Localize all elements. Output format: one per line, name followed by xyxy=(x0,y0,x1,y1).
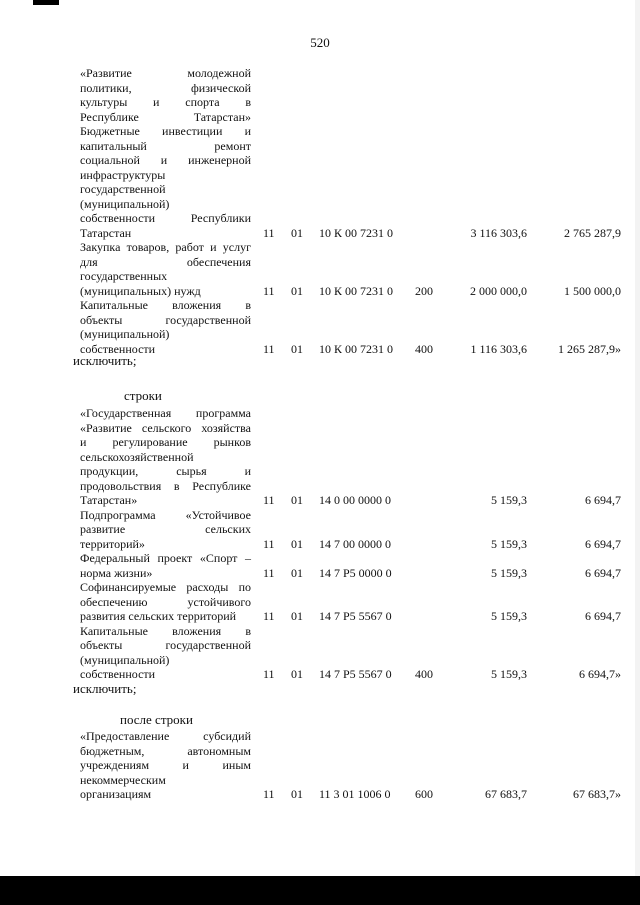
scan-mark-top xyxy=(33,0,59,5)
row-description xyxy=(80,580,251,624)
description-line: капитальный ремонт xyxy=(80,138,251,153)
row-description xyxy=(80,508,251,552)
description-line: собственности Республики xyxy=(80,211,251,225)
description-line: собственности xyxy=(80,341,156,356)
row-description xyxy=(80,729,251,802)
target-article-code: 14 0 00 0000 0 xyxy=(319,493,391,507)
amount-year-1: 5 159,3 xyxy=(491,667,527,681)
amount-year-2: 2 765 287,9 xyxy=(564,225,621,240)
description-line: продукции, сырья и xyxy=(80,464,251,478)
subsection-code: 01 xyxy=(291,536,303,551)
table-row xyxy=(0,406,640,508)
target-article-code: 14 7 Р5 5567 0 xyxy=(319,667,392,681)
instruction-exclude: исключить; xyxy=(73,353,137,368)
description-line: Подпрограмма «Устойчивое xyxy=(80,507,251,522)
row-description xyxy=(80,624,251,682)
description-line: объекты государственной xyxy=(80,312,251,327)
instruction-after-row: после строки xyxy=(120,712,193,727)
table-row xyxy=(0,729,640,802)
section-code: 11 xyxy=(263,565,275,580)
description-line: (муниципальной) xyxy=(80,327,170,341)
row-description xyxy=(80,66,251,240)
description-line: «Развитие сельского хозяйства xyxy=(80,420,251,435)
amount-year-2: 1 265 287,9» xyxy=(558,341,621,356)
description-line: для обеспечения xyxy=(80,254,251,269)
amount-year-1: 5 159,3 xyxy=(491,609,527,623)
target-article-code: 11 3 01 1006 0 xyxy=(319,787,391,801)
instruction-exclude: исключить; xyxy=(73,681,137,696)
subsection-code: 01 xyxy=(291,667,303,681)
description-line: продовольствия в Республике xyxy=(80,478,251,493)
description-line: некоммерческим xyxy=(80,772,166,787)
section-code: 11 xyxy=(263,341,275,356)
description-line: обеспечению устойчивого xyxy=(80,594,251,609)
description-line: сельскохозяйственной xyxy=(80,449,194,464)
description-line: «Государственная программа xyxy=(80,406,251,420)
amount-year-1: 2 000 000,0 xyxy=(470,283,527,298)
table-row xyxy=(0,551,640,580)
amount-year-2: 6 694,7 xyxy=(585,536,621,551)
subsection-code: 01 xyxy=(291,493,303,507)
amount-year-1: 5 159,3 xyxy=(491,536,527,551)
row-description xyxy=(80,240,251,298)
subsection-code: 01 xyxy=(291,609,303,623)
table-row xyxy=(0,240,640,298)
description-line: (муниципальной) xyxy=(80,652,170,667)
amount-year-2: 6 694,7 xyxy=(585,609,621,623)
table-row xyxy=(0,508,640,552)
description-line: инфраструктуры xyxy=(80,167,166,182)
row-description xyxy=(80,406,251,508)
description-line: развитие сельских xyxy=(80,522,251,536)
description-line: учреждениям и иным xyxy=(80,758,251,772)
description-line: Татарстан» xyxy=(80,493,138,507)
description-line: Татарстан xyxy=(80,225,132,240)
subsection-code: 01 xyxy=(291,341,303,356)
subsection-code: 01 xyxy=(291,283,303,298)
description-line: (муниципальных) нужд xyxy=(80,283,201,298)
table-row xyxy=(0,66,640,240)
table-row xyxy=(0,580,640,624)
description-line: организациям xyxy=(80,787,152,801)
target-article-code: 14 7 00 0000 0 xyxy=(319,536,391,551)
description-line: Федеральный проект «Спорт – xyxy=(80,551,251,565)
description-line: объекты государственной xyxy=(80,638,251,652)
description-line: Софинансируемые расходы по xyxy=(80,580,251,594)
description-line: Республике Татарстан» xyxy=(80,109,251,124)
description-line: политики, физической xyxy=(80,80,251,95)
section-code: 11 xyxy=(263,787,275,801)
subsection-code: 01 xyxy=(291,787,303,801)
description-line: Закупка товаров, работ и услуг xyxy=(80,240,251,254)
description-line: (муниципальной) xyxy=(80,196,170,211)
amount-year-2: 6 694,7 xyxy=(585,565,621,580)
description-line: социальной и инженерной xyxy=(80,153,251,167)
description-line: собственности xyxy=(80,667,156,681)
amount-year-1: 5 159,3 xyxy=(491,565,527,580)
section-code: 11 xyxy=(263,493,275,507)
description-line: и регулирование рынков xyxy=(80,435,251,449)
instruction-rows-heading: строки xyxy=(124,388,162,403)
amount-year-1: 5 159,3 xyxy=(491,493,527,507)
row-description xyxy=(80,298,251,356)
table-row xyxy=(0,624,640,682)
description-line: норма жизни» xyxy=(80,565,153,580)
target-article-code: 10 К 00 7231 0 xyxy=(319,225,394,240)
table-row xyxy=(0,298,640,356)
description-line: Бюджетные инвестиции и xyxy=(80,124,251,138)
description-line: «Развитие молодежной xyxy=(80,66,251,80)
description-line: государственных xyxy=(80,269,168,283)
target-article-code: 14 7 Р5 0000 0 xyxy=(319,565,392,580)
amount-year-2: 1 500 000,0 xyxy=(564,283,621,298)
amount-year-2: 67 683,7» xyxy=(573,787,621,801)
amount-year-1: 3 116 303,6 xyxy=(470,225,527,240)
section-code: 11 xyxy=(263,225,275,240)
expense-type-code: 600 xyxy=(415,787,433,801)
description-line: культуры и спорта в xyxy=(80,95,251,109)
amount-year-1: 67 683,7 xyxy=(485,787,527,801)
amount-year-1: 1 116 303,6 xyxy=(470,341,527,356)
description-line: Капитальные вложения в xyxy=(80,623,251,638)
section-code: 11 xyxy=(263,536,275,551)
description-line: Капитальные вложения в xyxy=(80,298,251,312)
target-article-code: 10 К 00 7231 0 xyxy=(319,283,394,298)
expense-type-code: 400 xyxy=(415,341,433,356)
amount-year-2: 6 694,7» xyxy=(579,667,621,681)
expense-type-code: 200 xyxy=(415,283,433,298)
row-description xyxy=(80,551,251,580)
description-line: территорий» xyxy=(80,536,145,551)
expense-type-code: 400 xyxy=(415,667,433,681)
amount-year-2: 6 694,7 xyxy=(585,493,621,507)
description-line: бюджетным, автономным xyxy=(80,743,251,758)
target-article-code: 10 К 00 7231 0 xyxy=(319,341,394,356)
page-number: 520 xyxy=(310,35,330,50)
description-line: «Предоставление субсидий xyxy=(80,729,251,743)
section-code: 11 xyxy=(263,283,275,298)
scan-border-bottom xyxy=(0,876,640,905)
description-line: государственной xyxy=(80,182,166,196)
subsection-code: 01 xyxy=(291,225,303,240)
description-line: развития сельских территорий xyxy=(80,609,237,623)
section-code: 11 xyxy=(263,667,275,681)
target-article-code: 14 7 Р5 5567 0 xyxy=(319,609,392,623)
subsection-code: 01 xyxy=(291,565,303,580)
section-code: 11 xyxy=(263,609,275,623)
